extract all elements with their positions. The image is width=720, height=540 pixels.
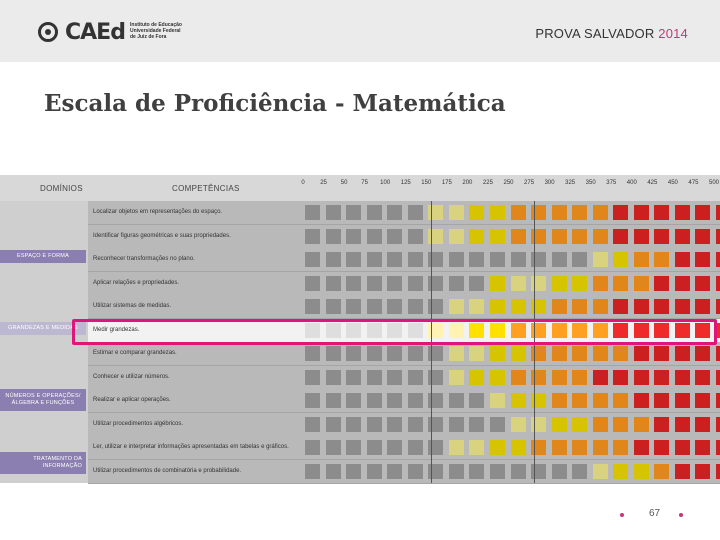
scale-cell <box>552 464 567 479</box>
domain-label: TRATAMENTO DA INFORMAÇÃO <box>0 452 86 474</box>
scale-cell <box>572 276 587 291</box>
competency-row <box>88 342 720 366</box>
competency-label: Realizar e aplicar operações. <box>93 397 171 403</box>
scale-cell <box>654 393 669 408</box>
scale-cell <box>654 440 669 455</box>
scale-cell <box>716 229 720 244</box>
scale-cell <box>695 370 710 385</box>
scale-cell <box>675 205 690 220</box>
scale-cell <box>511 346 526 361</box>
competency-label: Reconhecer transformações no plano. <box>93 256 195 262</box>
scale-cell <box>387 205 402 220</box>
scale-cell <box>511 205 526 220</box>
scale-cell <box>593 370 608 385</box>
competency-row <box>88 225 720 249</box>
scale-cell <box>305 346 320 361</box>
scale-cell <box>695 417 710 432</box>
scale-cell <box>469 370 484 385</box>
scale-cell <box>716 299 720 314</box>
scale-tick: 225 <box>482 180 493 186</box>
scale-cell <box>654 276 669 291</box>
scale-cell <box>305 417 320 432</box>
scale-cell <box>490 370 505 385</box>
scale-cell <box>716 276 720 291</box>
scale-cell <box>654 370 669 385</box>
scale-tick: 125 <box>400 180 411 186</box>
scale-cell <box>675 417 690 432</box>
scale-cell <box>469 417 484 432</box>
scale-cell <box>408 299 423 314</box>
scale-cell <box>695 276 710 291</box>
scale-cell <box>634 393 649 408</box>
scale-cell <box>449 370 464 385</box>
scale-cell <box>346 252 361 267</box>
scale-cell <box>511 299 526 314</box>
scale-cell <box>511 464 526 479</box>
footer-dot-left <box>620 513 624 517</box>
scale-cell <box>387 276 402 291</box>
scale-cell <box>613 417 628 432</box>
scale-cell <box>490 229 505 244</box>
slide-header <box>0 0 720 62</box>
competency-label: Conhecer e utilizar números. <box>93 373 170 380</box>
scale-cell <box>449 440 464 455</box>
caed-logo <box>38 20 198 50</box>
scale-cell <box>305 205 320 220</box>
scale-cell <box>346 417 361 432</box>
scale-cell <box>387 252 402 267</box>
scale-cell <box>387 229 402 244</box>
scale-cell <box>305 464 320 479</box>
competency-label: Identificar figuras geométricas e suas propriedades. <box>93 232 231 239</box>
scale-cell <box>572 464 587 479</box>
scale-cell <box>593 464 608 479</box>
scale-tick: 175 <box>441 180 452 186</box>
scale-cell <box>387 417 402 432</box>
scale-cell <box>490 299 505 314</box>
scale-cell <box>654 229 669 244</box>
scale-cell <box>511 370 526 385</box>
scale-tick: 200 <box>462 180 473 186</box>
scale-cell <box>305 252 320 267</box>
scale-cell <box>654 417 669 432</box>
scale-cell <box>716 346 720 361</box>
scale-cell <box>511 229 526 244</box>
scale-cell <box>716 205 720 220</box>
logo-text: CAEd <box>65 20 125 45</box>
scale-cell <box>367 370 382 385</box>
scale-cell <box>367 393 382 408</box>
scale-cell <box>490 417 505 432</box>
scale-cell <box>490 393 505 408</box>
scale-cell <box>634 417 649 432</box>
scale-cell <box>305 229 320 244</box>
scale-cell <box>572 440 587 455</box>
competency-row <box>88 460 720 484</box>
scale-cell <box>449 346 464 361</box>
scale-cell <box>552 440 567 455</box>
scale-cell <box>572 229 587 244</box>
scale-cell <box>675 229 690 244</box>
scale-cell <box>675 299 690 314</box>
domain-label: GRANDEZAS E MEDIDAS <box>0 322 86 335</box>
scale-cell <box>552 229 567 244</box>
scale-cell <box>572 393 587 408</box>
scale-cell <box>552 276 567 291</box>
scale-cell <box>572 417 587 432</box>
scale-cell <box>593 440 608 455</box>
scale-cell <box>367 229 382 244</box>
scale-tick: 400 <box>626 180 637 186</box>
scale-cell <box>469 205 484 220</box>
scale-cell <box>449 205 464 220</box>
scale-cell <box>675 393 690 408</box>
scale-cell <box>634 346 649 361</box>
scale-cell <box>675 370 690 385</box>
scale-cell <box>367 346 382 361</box>
scale-cell <box>367 417 382 432</box>
scale-tick: 375 <box>606 180 617 186</box>
scale-cell <box>367 276 382 291</box>
page-number: 67 <box>649 508 661 519</box>
highlight-medir-grandezas <box>72 319 717 345</box>
scale-cell <box>469 393 484 408</box>
scale-cell <box>326 276 341 291</box>
scale-cell <box>613 346 628 361</box>
scale-cell <box>593 346 608 361</box>
scale-cell <box>346 393 361 408</box>
scale-cell <box>469 299 484 314</box>
scale-tick: 425 <box>647 180 658 186</box>
page-title: Escala de Proficiência - Matemática <box>44 90 506 117</box>
competency-row <box>88 413 720 437</box>
scale-tick: 500 <box>708 180 720 186</box>
scale-cell <box>716 393 720 408</box>
scale-cell <box>613 229 628 244</box>
scale-tick: 350 <box>585 180 596 186</box>
scale-cell <box>346 205 361 220</box>
scale-cell <box>408 252 423 267</box>
scale-cell <box>346 464 361 479</box>
scale-cell <box>408 370 423 385</box>
competency-label: Utilizar sistemas de medidas. <box>93 303 172 309</box>
scale-cell <box>326 252 341 267</box>
scale-cell <box>552 417 567 432</box>
scale-cell <box>469 276 484 291</box>
scale-cell <box>675 346 690 361</box>
competency-row <box>88 389 720 413</box>
scale-cell <box>593 205 608 220</box>
domain-label: ESPAÇO E FORMA <box>0 250 86 263</box>
scale-cell <box>654 252 669 267</box>
scale-cell <box>593 299 608 314</box>
scale-cell <box>305 276 320 291</box>
scale-cell <box>552 299 567 314</box>
scale-cell <box>449 417 464 432</box>
scale-cell <box>387 440 402 455</box>
scale-cell <box>305 393 320 408</box>
scale-cell <box>367 464 382 479</box>
scale-cell <box>408 393 423 408</box>
scale-cell <box>634 299 649 314</box>
scale-cell <box>695 464 710 479</box>
scale-cell <box>449 464 464 479</box>
scale-cell <box>326 229 341 244</box>
scale-cell <box>654 464 669 479</box>
scale-tick: 25 <box>320 180 327 186</box>
column-dominios: DOMÍNIOS <box>40 184 83 193</box>
scale-cell <box>367 252 382 267</box>
scale-cell <box>469 464 484 479</box>
scale-cell <box>695 229 710 244</box>
scale-cell <box>408 346 423 361</box>
scale-cell <box>367 299 382 314</box>
scale-cell <box>387 299 402 314</box>
competency-row <box>88 248 720 272</box>
scale-tick: 450 <box>667 180 678 186</box>
scale-cell <box>572 370 587 385</box>
scale-cell <box>326 299 341 314</box>
scale-cell <box>367 205 382 220</box>
competency-label: Utilizar procedimentos algébricos. <box>93 420 184 427</box>
scale-cell <box>326 205 341 220</box>
scale-cell <box>408 464 423 479</box>
scale-cell <box>387 393 402 408</box>
scale-cell <box>613 440 628 455</box>
scale-cell <box>305 370 320 385</box>
scale-cell <box>326 346 341 361</box>
competency-label: Localizar objetos em representações do espaço. <box>93 209 223 215</box>
scale-cell <box>346 276 361 291</box>
scale-cell <box>634 252 649 267</box>
competency-row <box>88 201 720 225</box>
scale-cell <box>511 417 526 432</box>
scale-cell <box>449 229 464 244</box>
scale-cell <box>552 393 567 408</box>
scale-cell <box>654 299 669 314</box>
scale-cell <box>593 252 608 267</box>
scale-cell <box>408 440 423 455</box>
scale-cell <box>490 276 505 291</box>
scale-cell <box>408 205 423 220</box>
scale-cell <box>490 205 505 220</box>
scale-cell <box>654 346 669 361</box>
scale-cell <box>695 299 710 314</box>
scale-cell <box>654 205 669 220</box>
prova-year: 2014 <box>658 26 688 41</box>
scale-cell <box>695 205 710 220</box>
scale-cell <box>613 276 628 291</box>
scale-cell <box>408 229 423 244</box>
scale-cell <box>695 252 710 267</box>
logo-subtitle: Instituto de Educação Universidade Federal de Juiz de Fora <box>130 22 182 40</box>
competency-row <box>88 272 720 296</box>
scale-cell <box>634 370 649 385</box>
scale-cell <box>716 440 720 455</box>
scale-cell <box>449 393 464 408</box>
competency-row <box>88 366 720 390</box>
competency-row <box>88 295 720 319</box>
scale-cell <box>305 440 320 455</box>
scale-cell <box>449 299 464 314</box>
scale-cell <box>469 346 484 361</box>
scale-cell <box>613 205 628 220</box>
scale-cell <box>511 440 526 455</box>
scale-cell <box>552 370 567 385</box>
scale-cell <box>552 252 567 267</box>
scale-cell <box>326 393 341 408</box>
prova-label: PROVA SALVADOR 2014 <box>535 26 688 41</box>
scale-cell <box>408 417 423 432</box>
scale-tick: 50 <box>340 180 348 186</box>
scale-tick: 150 <box>421 180 432 186</box>
scale-cell <box>449 252 464 267</box>
scale-cell <box>490 464 505 479</box>
scale-cell <box>593 229 608 244</box>
scale-tick: 75 <box>361 180 368 186</box>
scale-cell <box>613 464 628 479</box>
scale-cell <box>572 205 587 220</box>
scale-cell <box>387 346 402 361</box>
scale-cell <box>695 440 710 455</box>
scale-tick: 325 <box>565 180 576 186</box>
scale-cell <box>572 299 587 314</box>
scale-cell <box>469 440 484 455</box>
competency-label: Ler, utilizar e interpretar informações apresentadas em tabelas e gráficos. <box>93 444 289 450</box>
scale-cell <box>469 229 484 244</box>
scale-tick: 300 <box>544 180 555 186</box>
scale-cell <box>346 229 361 244</box>
scale-tick: 0 <box>301 180 305 186</box>
column-competencias: COMPETÊNCIAS <box>172 184 240 193</box>
competency-label: Aplicar relações e propriedades. <box>93 279 180 286</box>
scale-cell <box>490 346 505 361</box>
scale-cell <box>326 464 341 479</box>
footer-dot-right <box>679 513 683 517</box>
competency-label: Estimar e comparar grandezas. <box>93 350 177 356</box>
scale-cell <box>613 393 628 408</box>
scale-cell <box>408 276 423 291</box>
scale-cell <box>572 346 587 361</box>
scale-cell <box>634 440 649 455</box>
scale-cell <box>346 440 361 455</box>
scale-cell <box>613 252 628 267</box>
scale-cell <box>634 205 649 220</box>
scale-cell <box>593 276 608 291</box>
scale-cell <box>675 440 690 455</box>
scale-cell <box>613 299 628 314</box>
scale-tick: 250 <box>503 180 514 186</box>
scale-cell <box>593 393 608 408</box>
scale-cell <box>346 370 361 385</box>
competency-label: Utilizar procedimentos de combinatória e probabilidade. <box>93 467 242 474</box>
scale-cell <box>305 299 320 314</box>
scale-cell <box>572 252 587 267</box>
scale-cell <box>675 252 690 267</box>
scale-cell <box>387 370 402 385</box>
scale-cell <box>634 229 649 244</box>
scale-cell <box>326 417 341 432</box>
competency-label: Medir grandezas. <box>93 326 140 333</box>
scale-cell <box>367 440 382 455</box>
scale-cell <box>552 205 567 220</box>
scale-cell <box>511 393 526 408</box>
scale-tick: 475 <box>688 180 699 186</box>
competency-row <box>88 436 720 460</box>
domain-label: NÚMEROS E OPERAÇÕES/ ÁLGEBRA E FUNÇÕES <box>0 389 86 411</box>
scale-cell <box>346 346 361 361</box>
scale-cell <box>593 417 608 432</box>
scale-cell <box>716 370 720 385</box>
scale-cell <box>634 276 649 291</box>
scale-cell <box>346 299 361 314</box>
scale-cell <box>511 276 526 291</box>
scale-cell <box>490 440 505 455</box>
scale-cell <box>613 370 628 385</box>
scale-cell <box>675 276 690 291</box>
scale-cell <box>634 464 649 479</box>
scale-cell <box>449 276 464 291</box>
scale-cell <box>490 252 505 267</box>
scale-cell <box>716 464 720 479</box>
scale-cell <box>695 346 710 361</box>
logo-ring-icon <box>38 22 58 42</box>
scale-cell <box>326 370 341 385</box>
scale-tick: 100 <box>380 180 391 186</box>
scale-tick: 275 <box>524 180 535 186</box>
scale-cell <box>675 464 690 479</box>
scale-cell <box>511 252 526 267</box>
scale-cell <box>552 346 567 361</box>
scale-cell <box>716 252 720 267</box>
scale-header <box>0 175 720 201</box>
scale-cell <box>469 252 484 267</box>
scale-cell <box>387 464 402 479</box>
scale-cell <box>716 417 720 432</box>
scale-cell <box>695 393 710 408</box>
scale-cell <box>326 440 341 455</box>
